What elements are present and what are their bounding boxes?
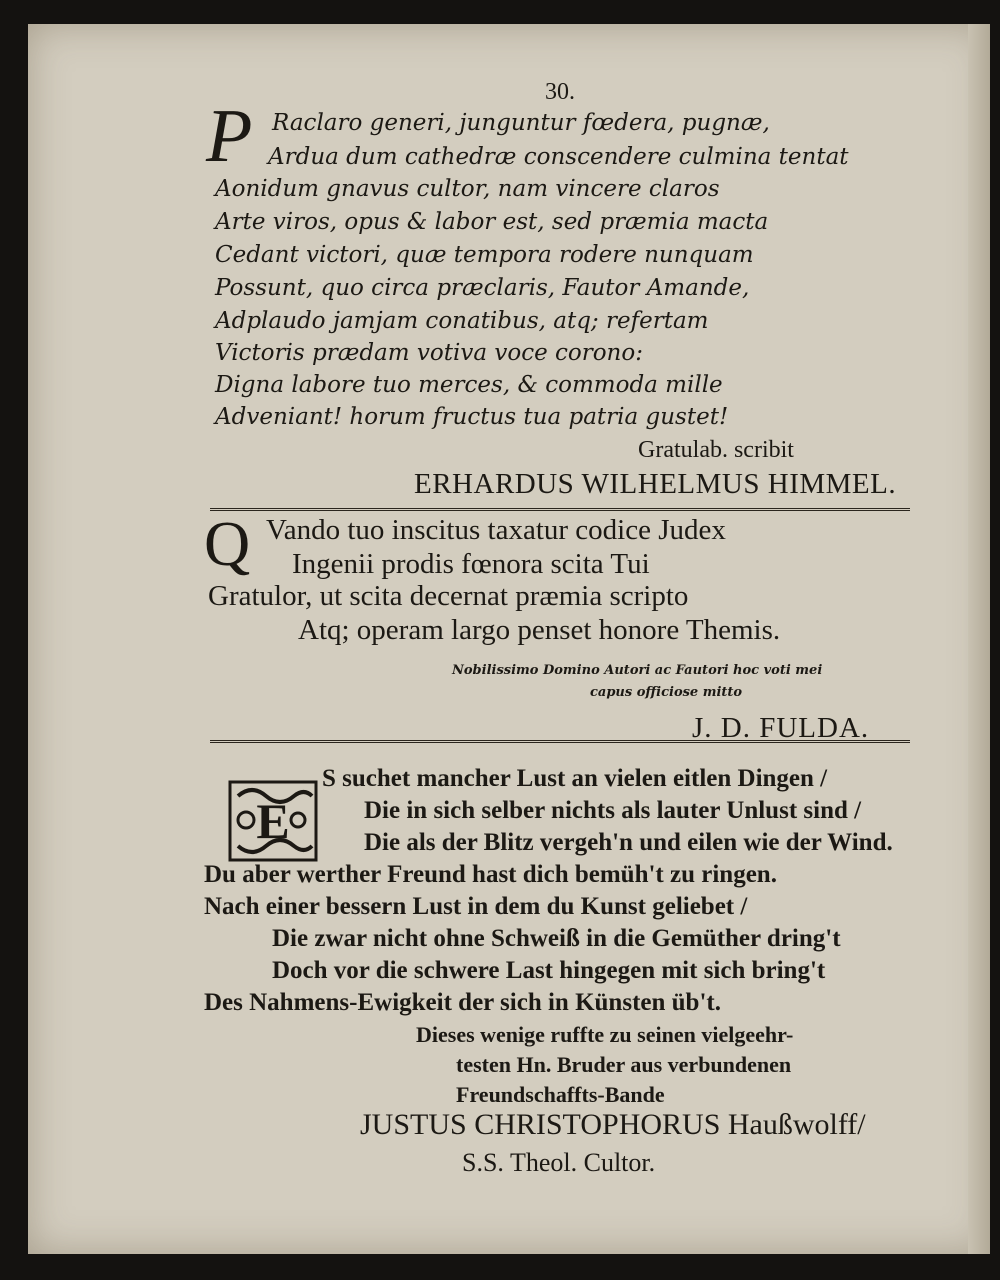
dropcap-p: P xyxy=(206,94,253,178)
page-number: 30. xyxy=(545,79,575,105)
poem1-line-1: Raclaro generi, junguntur fœdera, pugnæ, xyxy=(272,110,770,136)
poem2-author: J. D. FULDA. xyxy=(692,712,870,744)
poem3-line-6: Die zwar nicht ohne Schweiß in die Gemüther dring't xyxy=(272,925,841,952)
poem3-line-4: Du aber werther Freund hast dich bemüh't zu ringen. xyxy=(204,861,777,888)
poem3-dedication-2: testen Hn. Bruder aus verbundenen xyxy=(456,1052,792,1077)
poem3-line-1: S suchet mancher Lust an vielen eitlen Dingen / xyxy=(322,765,828,792)
poem2-line-1: Vando tuo inscitus taxatur codice Judex xyxy=(266,514,726,546)
poem3-author: JUSTUS CHRISTOPHORUS Haußwolff/ xyxy=(360,1108,866,1141)
poem1-line-5: Cedant victori, quæ tempora rodere nunquam xyxy=(215,242,754,268)
poem2-dedication-1: Nobilissimo Domino Autori ac Fautori hoc voti mei xyxy=(452,663,823,678)
poem3-author-title: S.S. Theol. Cultor. xyxy=(462,1148,656,1177)
poem1-line-4: Arte viros, opus & labor est, sed præmia macta xyxy=(215,209,769,235)
poem3-line-8: Des Nahmens-Ewigkeit der sich in Künsten üb't. xyxy=(204,989,721,1016)
dropcap-q: Q xyxy=(204,508,251,579)
poem3-line-2: Die in sich selber nichts als lauter Unlust sind / xyxy=(364,797,862,824)
poem1-author: ERHARDUS WILHELMUS HIMMEL. xyxy=(414,468,897,500)
ornate-initial-e-icon xyxy=(228,780,318,862)
poem1-line-10: Adveniant! horum fructus tua patria gustet! xyxy=(215,404,729,430)
poem2-dedication-2: capus officiose mitto xyxy=(590,685,743,700)
poem1-line-2: Ardua dum cathedræ conscendere culmina tentat xyxy=(268,144,849,170)
poem1-line-3: Aonidum gnavus cultor, nam vincere claros xyxy=(215,176,720,202)
book-page xyxy=(28,24,990,1254)
poem3-line-3: Die als der Blitz vergeh'n und eilen wie der Wind. xyxy=(364,829,893,856)
poem3-line-5: Nach einer bessern Lust in dem du Kunst geliebet / xyxy=(204,893,748,920)
poem1-line-9: Digna labore tuo merces, & commoda mille xyxy=(215,372,723,398)
poem2-line-2: Ingenii prodis fœnora scita Tui xyxy=(292,548,650,580)
poem1-signoff: Gratulab. scribit xyxy=(638,437,794,463)
page-edge xyxy=(968,24,990,1254)
poem3-line-7: Doch vor die schwere Last hingegen mit sich bring't xyxy=(272,957,826,984)
poem2-line-3: Gratulor, ut scita decernat præmia scripto xyxy=(208,580,689,612)
poem1-line-7: Adplaudo jamjam conatibus, atq; refertam xyxy=(215,308,709,334)
svg-text:E: E xyxy=(256,793,290,849)
poem2-line-4: Atq; operam largo penset honore Themis. xyxy=(298,614,781,646)
poem3-dedication-1: Dieses wenige ruffte zu seinen vielgeehr- xyxy=(416,1022,794,1047)
divider-1 xyxy=(210,508,910,511)
poem1-line-8: Victoris prædam votiva voce corono: xyxy=(215,340,643,366)
divider-2 xyxy=(210,740,910,743)
poem1-line-6: Possunt, quo circa præclaris, Fautor Amande, xyxy=(215,275,750,301)
poem3-dedication-3: Freundschaffts-Bande xyxy=(456,1082,665,1107)
